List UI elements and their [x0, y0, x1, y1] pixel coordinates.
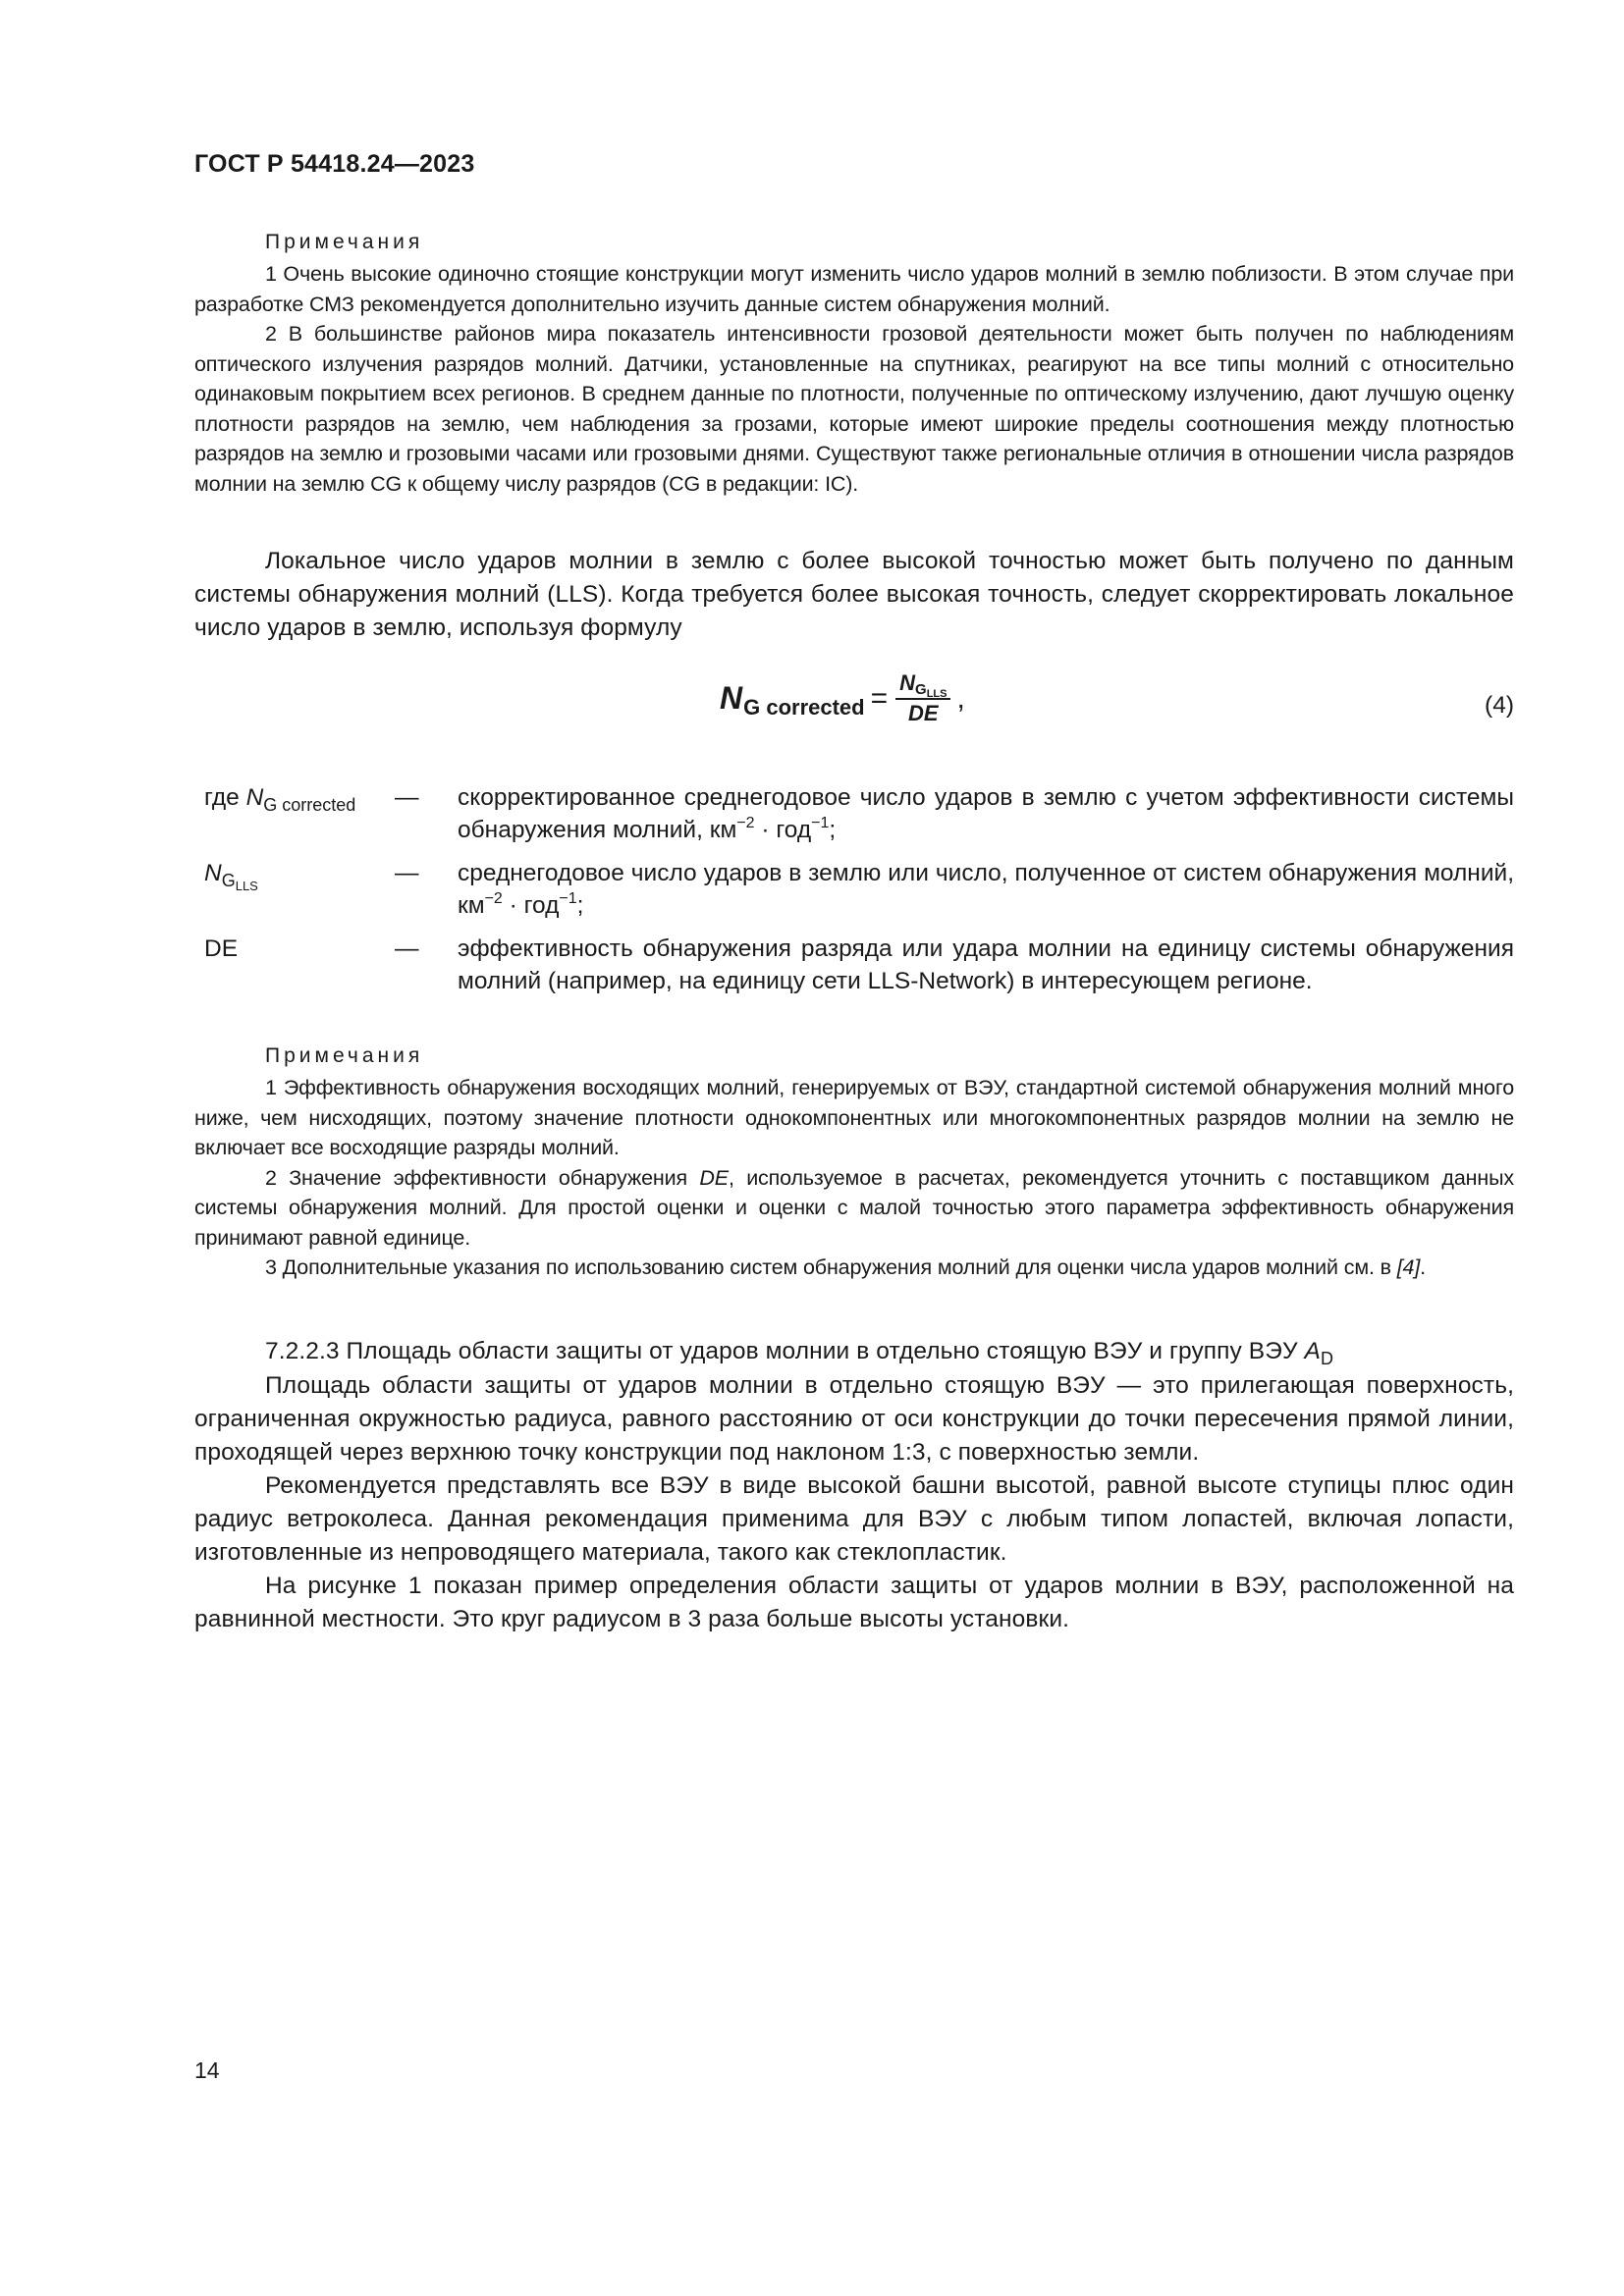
note-item: 2 В большинстве районов мира показатель интенсивности грозовой деятельности может быть получен по наблюдениям оптического излучения разрядов молний. Датчики, установленные на спутниках, реагируют на все типы молний с относительно одинаковым покрытием всех регионов. В среднем данные по плотности, полученные по оптическому излучению, дают лучшую оценку плотности разрядов на землю, чем наблюдения за грозами, которые имеют широкие пределы соотношения между плотностью разрядов на землю и грозовыми часами или грозовыми днями. Существуют также региональные отличия в отношении числа разрядов молнии на землю CG к общему числу разрядов (CG в редакции: IC).	[194, 322, 1514, 496]
equation-number: (4)	[1485, 692, 1514, 719]
notes-title: Примечания	[265, 231, 424, 253]
definition-text: скорректированное среднегодовое число ударов в землю с учетом эффективности системы обнаружения молний, $км^{-2} \cdot год^{-1}$;	[458, 784, 1514, 843]
definition-text: среднегодовое число ударов в землю или число, полученное от систем обнаружения молний, $км^{-2} \cdot год^{-1}$;	[458, 860, 1514, 919]
notes-block-1	[194, 228, 1514, 499]
formula-numerator: $NG_{LLS}$	[899, 670, 947, 700]
definition-dash: —	[395, 935, 419, 962]
intro-paragraph-block	[194, 545, 1514, 645]
definition-row	[194, 781, 1514, 849]
formula-equals: =	[870, 681, 889, 715]
section-paragraph: На рисунке 1 показан пример определения области защиты от ударов молнии в ВЭУ, расположенной на равнинной местности. Это круг радиусом в 3 раза больше высоты установки.	[194, 1573, 1514, 1632]
document-header: ГОСТ Р 54418.24—2023	[194, 150, 475, 178]
note-item: 2 Значение эффективности обнаружения DE, используемое в расчетах, рекомендуется уточнить с поставщиком данных системы обнаружения молний. Для простой оценки и оценки с малой точностью этого параметра эффективность обнаружения принимают равной единице.	[194, 1165, 1514, 1250]
section-paragraph: Площадь области защиты от ударов молнии в отдельно стоящую ВЭУ — это прилегающая поверхность, ограниченная окружностью радиуса, равного расстоянию от оси конструкции до точки пересечения прямой линии, проходящей через верхнюю точку конструкции под наклоном 1:3, с поверхностью земли.	[194, 1372, 1514, 1466]
section-paragraph: Рекомендуется представлять все ВЭУ в виде высокой башни высотой, равной высоте ступицы плюс один радиус ветроколеса. Данная рекомендация применима для ВЭУ с любым типом лопастей, включая лопасти, изготовленные из непроводящего материала, такого как стеклопластик.	[194, 1472, 1514, 1566]
formula-lhs-subscript: G corrected	[743, 694, 865, 720]
definition-term: $N_{GLLS}$	[204, 860, 258, 893]
definition-row	[194, 857, 1514, 925]
definition-text: эффективность обнаружения разряда или удара молнии на единицу системы обнаружения молний (например, на единицу сети LLS-Network) в интересующем регионе.	[458, 935, 1514, 994]
formula-comma: ,	[956, 681, 965, 715]
intro-paragraph: Локальное число ударов молнии в землю с более высокой точностью может быть получено по данным системы обнаружения молний (LLS). Когда требуется более высокая точность, следует скорректировать локальное число ударов в землю, используя формулу	[194, 548, 1514, 641]
notes-title: Примечания	[265, 1044, 424, 1067]
note-item: 1 Эффективность обнаружения восходящих молний, генерируемых от ВЭУ, стандартной системой обнаружения молний много ниже, чем нисходящих, поэтому значение плотности однокомпонентных или многокомпонентных разрядов молнии на землю не включает все восходящие разряды молний.	[194, 1076, 1514, 1159]
formula-block	[194, 653, 1514, 751]
note-item: 1 Очень высокие одиночно стоящие конструкции могут изменить число ударов молний в землю поблизости. В этом случае при разработке СМЗ рекомендуется дополнительно изучить данные систем обнаружения молний.	[194, 262, 1514, 316]
section-7-2-2-3	[194, 1335, 1514, 1636]
definition-term: где $N_{G corrected}$	[204, 784, 356, 815]
formula-denominator: DE	[908, 701, 939, 725]
definition-row	[194, 933, 1514, 997]
definition-dash: —	[395, 860, 419, 886]
definitions-list	[194, 781, 1514, 1005]
page-number: 14	[194, 2057, 220, 2083]
formula	[720, 670, 965, 726]
note-item: 3 Дополнительные указания по использованию систем обнаружения молний для оценки числа ударов молний см. в [4].	[265, 1255, 1426, 1279]
formula-lhs-symbol: N	[720, 680, 743, 716]
formula-fraction	[895, 670, 950, 726]
definition-dash: —	[395, 784, 419, 811]
notes-block-2	[194, 1041, 1514, 1283]
section-heading: 7.2.2.3 Площадь области защиты от ударов молнии в отдельно стоящую ВЭУ и группу ВЭУ $A_D$	[265, 1338, 1334, 1368]
definition-term: DE	[204, 935, 239, 962]
